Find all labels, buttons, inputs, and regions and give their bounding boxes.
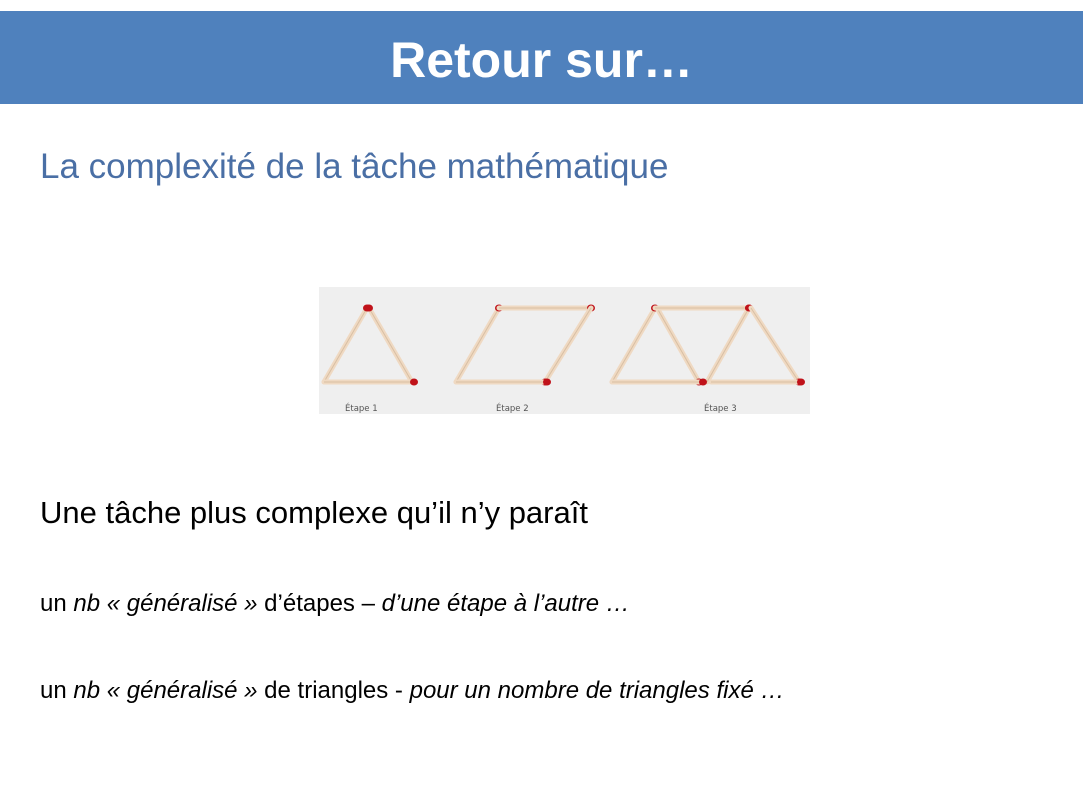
bullet-italic: d’une étape à l’autre …: [381, 590, 630, 617]
bullet-text: un: [40, 590, 74, 617]
section-heading: Une tâche plus complexe qu’il n’y paraît: [40, 495, 588, 530]
slide-subtitle: La complexité de la tâche mathématique: [40, 147, 669, 186]
bullet-italic: nb « généralisé »: [73, 590, 258, 617]
slide-title: Retour sur…: [390, 32, 693, 88]
bullet-italic: pour un nombre de triangles fixé …: [409, 677, 785, 704]
match-head: [699, 379, 707, 386]
bullet-text: un: [40, 677, 74, 704]
matchstick-edge: [657, 308, 699, 382]
matchstick-edge: [707, 308, 749, 382]
bullet-line-steps: [40, 591, 630, 617]
bullet-italic: nb « généralisé »: [73, 677, 258, 704]
bullet-text: d’étapes –: [257, 590, 382, 617]
step-label-2: Étape 2: [496, 404, 529, 414]
bullet-text: de triangles -: [257, 677, 410, 704]
matchstick-svg: [319, 287, 810, 414]
bullet-line-triangles: [40, 678, 784, 704]
matchstick-edge: [545, 308, 591, 382]
match-head: [543, 379, 551, 386]
matchstick-edge: [369, 308, 412, 382]
matchstick-figure: [319, 287, 810, 414]
matchstick-edge: [612, 308, 655, 382]
step-label-1: Étape 1: [345, 404, 378, 414]
step-label-3: Étape 3: [704, 404, 737, 414]
match-head: [410, 379, 418, 386]
match-head: [365, 305, 373, 312]
title-bar: [0, 11, 1083, 104]
matchstick-edge: [456, 308, 499, 382]
match-head: [797, 379, 805, 386]
matchstick-edge: [751, 308, 799, 382]
matchstick-edge: [324, 308, 367, 382]
